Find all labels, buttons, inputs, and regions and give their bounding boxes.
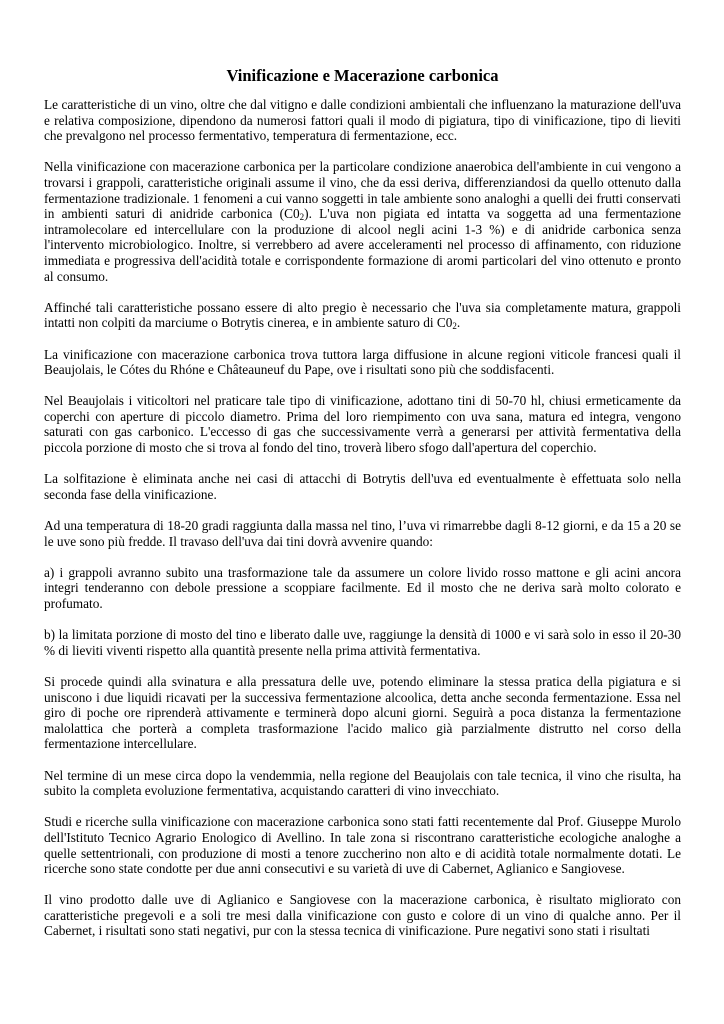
paragraph-2-text-a: Nella vinificazione con macerazione carbonica per la particolare condizione anaerobica dell'ambiente in cui vengono a trovarsi i grappoli, caratteristiche originali assume il vino, che da essi deriva, differenziandosi da quello ottenuto dalla fermentazione tradizionale. 1 fenomeni a cui vanno soggetti in tale ambiente sono analoghi a quelli dei frutti conservati in ambienti saturi di anidride carbonica (C0 (44, 159, 681, 222)
paragraph-9: b) la limitata porzione di mosto del tino e liberato dalle uve, raggiunge la densità di 1000 e vi sarà solo in esso il 20-30 % di lieviti viventi rispetto alla quantità presente nella prima attività fermentativa. (44, 627, 681, 658)
paragraph-7: Ad una temperatura di 18-20 gradi raggiunta dalla massa nel tino, l’uva vi rimarrebbe dagli 8-12 giorni, e da 15 a 20 se le uve sono più fredde. Il travaso dell'uva dai tini dovrà avvenire quando: (44, 518, 681, 549)
paragraph-8: a) i grappoli avranno subito una trasformazione tale da assumere un colore livido rosso mattone e gli acini ancora integri tenderanno con debole pressione a scoppiare facilmente. Ed il mosto che ne deriva sarà molto colorato e profumato. (44, 564, 681, 611)
paragraph-3-subscript: 2 (452, 321, 457, 332)
paragraph-1: Le caratteristiche di un vino, oltre che dal vitigno e dalle condizioni ambientali che influenzano la maturazione dell'uva e relativa composizione, dipendono da numerosi fattori quali il modo di pigiatura, tipo di vinificazione, tipo di lieviti che prevalgono nel processo fermentativo, temperatura di fermentazione, ecc. (44, 97, 681, 144)
paragraph-3 (44, 300, 681, 331)
document-page (44, 62, 681, 955)
paragraph-11: Nel termine di un mese circa dopo la vendemmia, nella regione del Beaujolais con tale tecnica, il vino che risulta, ha subito la completa evoluzione fermentativa, acquistando caratteri di vino invecchiato. (44, 767, 681, 799)
paragraph-2-subscript: 2 (299, 212, 305, 223)
document-title: Vinificazione e Macerazione carbonica (226, 66, 499, 85)
paragraph-13: Il vino prodotto dalle uve di Aglianico e Sangiovese con la macerazione carbonica, è risultato migliorato con caratteristiche pregevoli e a soli tre mesi dalla vinificazione con gusto e colore di un vino di qualche anno. Per il Cabernet, i risultati sono stati negativi, pur con la stessa tecnica di vinificazione. Pure negativi sono stati i risultati (44, 892, 681, 939)
paragraph-12: Studi e ricerche sulla vinificazione con macerazione carbonica sono stati fatti recentemente dal Prof. Giuseppe Murolo dell'Istituto Tecnico Agrario Enologico di Avellino. In tale zona si riscontrano caratteristiche ecologiche analoghe a quelle settentrionali, con produzione di mosti a tenore zuccherino non alto e di acidità totale normalmente dotati. Le ricerche sono state condotte per due anni consecutivi e su varietà di uve di Cabernet, Aglianico e Sangiovese. (44, 814, 681, 877)
paragraph-3-text-b: . (456, 315, 461, 331)
paragraph-5: Nel Beaujolais i viticoltori nel praticare tale tipo di vinificazione, adottano tini di 50-70 hl, chiusi ermeticamente da coperchi con aperture di piccolo diametro. Prima del loro riempimento con uva sana, matura ed integra, vengono saturati con gas carbonico. L'eccesso di gas che successivamente verrà a generarsi per attività fermentativa della piccola porzione di mosto che si trova al fondo del tino, troverà libero sfogo dall'apertura del coperchio. (44, 393, 681, 456)
paragraph-2 (44, 159, 681, 284)
paragraph-2-text-b: ). L'uva non pigiata ed intatta va soggetta ad una fermentazione intramolecolare ed intercellulare con la produzione di alcool negli acini 1-3 %) e di anidride carbonica senza l'intervento microbiologico. Inoltre, si verrebbero ad avere acceleramenti nel processo di affinamento, con riduzione immediata e progressiva dell'acidità totale e corrispondente formazione di aromi particolari del vino ottenuto e pronto al consumo. (44, 206, 681, 284)
paragraph-3-text-a: Affinché tali caratteristiche possano essere di alto pregio è necessario che l'uva sia completamente matura, grappoli intatti non colpiti da marciume o Botrytis cinerea, e in ambiente saturo di C0 (44, 299, 681, 331)
paragraph-10: Si procede quindi alla svinatura e alla pressatura delle uve, potendo eliminare la stessa pratica della pigiatura e si uniscono i due liquidi ricavati per la successiva fermentazione alcoolica, detta anche seconda fermentazione. Essa nel giro di poche ore riprenderà attivamente e terminerà dopo alcuni giorni. Seguirà a poca distanza la fermentazione malolattica che porterà a completa trasformazione l'acido malico già parzialmente distrutto nel corso della fermentazione intercellulare. (44, 673, 681, 752)
paragraph-4: La vinificazione con macerazione carbonica trova tuttora larga diffusione in alcune regioni viticole francesi quali il Beaujolais, le Cótes du Rhóne e Châteauneuf du Pape, ove i risultati sono più che soddisfacenti. (44, 346, 681, 378)
paragraph-6: La solfitazione è eliminata anche nei casi di attacchi di Botrytis dell'uva ed eventualmente è effettuata solo nella seconda fase della vinificazione. (44, 471, 681, 502)
